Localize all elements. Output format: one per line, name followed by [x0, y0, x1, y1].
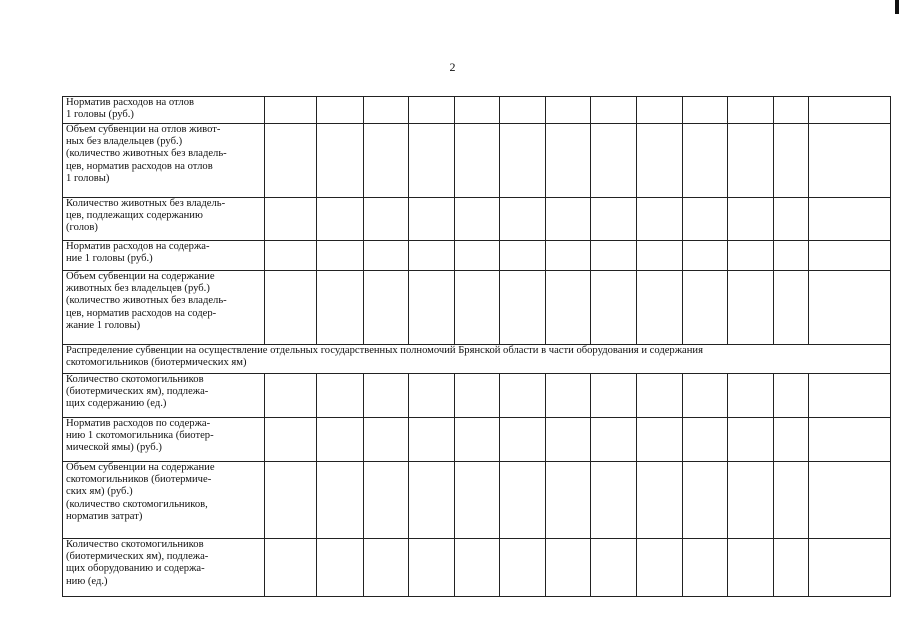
data-cell[interactable] [500, 271, 546, 345]
data-cell[interactable] [809, 124, 891, 198]
data-cell[interactable] [546, 418, 591, 462]
data-cell[interactable] [455, 124, 500, 198]
data-cell[interactable] [809, 462, 891, 539]
row-label-line: цев, подлежащих содержанию [66, 210, 203, 222]
data-cell[interactable] [364, 418, 409, 462]
data-cell[interactable] [265, 124, 317, 198]
row-label-line: 1 головы (руб.) [66, 109, 134, 121]
data-cell[interactable] [637, 271, 683, 345]
row-label-line: Норматив расходов по содержа- [66, 418, 211, 429]
data-cell[interactable] [265, 539, 317, 597]
row-label-line: цев, норматив расходов на отлов [66, 160, 213, 172]
section-header-row [63, 345, 891, 374]
row-label-line: цев, норматив расходов на содер- [66, 307, 217, 319]
data-cell[interactable] [455, 97, 500, 124]
data-cell[interactable] [774, 539, 809, 597]
data-cell[interactable] [500, 241, 546, 271]
data-cell[interactable] [774, 241, 809, 271]
row-label-line: Объем субвенции на содержание [66, 462, 215, 473]
table-row [63, 271, 891, 345]
row-label-line: жание 1 головы) [66, 319, 141, 331]
data-cell[interactable] [364, 241, 409, 271]
row-label-line: Количество животных без владель- [66, 198, 226, 209]
row-label-line: (количество животных без владель- [66, 295, 227, 307]
row-label [63, 374, 265, 418]
data-cell[interactable] [637, 198, 683, 241]
row-label-line: (голов) [66, 222, 98, 234]
data-cell[interactable] [455, 462, 500, 539]
data-cell[interactable] [455, 198, 500, 241]
data-cell[interactable] [409, 271, 455, 345]
data-cell[interactable] [728, 418, 774, 462]
data-cell[interactable] [317, 241, 364, 271]
data-cell[interactable] [774, 124, 809, 198]
row-label-line: нию (ед.) [66, 575, 108, 587]
data-cell[interactable] [500, 539, 546, 597]
data-cell[interactable] [637, 418, 683, 462]
data-cell[interactable] [591, 462, 637, 539]
data-cell[interactable] [546, 374, 591, 418]
data-cell[interactable] [409, 97, 455, 124]
row-label-line: Норматив расходов на отлов [66, 97, 195, 108]
section-header-line: скотомогильников (биотермических ям) [66, 357, 247, 369]
row-label [63, 539, 265, 597]
data-cell[interactable] [364, 374, 409, 418]
row-label-line: 1 головы) [66, 172, 110, 184]
data-cell[interactable] [809, 539, 891, 597]
row-label-line: мической ямы) (руб.) [66, 442, 162, 454]
data-cell[interactable] [409, 462, 455, 539]
data-cell[interactable] [265, 374, 317, 418]
row-label-line: ных без владельцев (руб.) [66, 136, 183, 148]
row-label-line: (количество животных без владель- [66, 148, 227, 160]
row-label-line: Объем субвенции на отлов живот- [66, 124, 221, 135]
data-cell[interactable] [546, 97, 591, 124]
data-cell[interactable] [591, 418, 637, 462]
table-row [63, 198, 891, 241]
data-cell[interactable] [500, 97, 546, 124]
data-cell[interactable] [317, 418, 364, 462]
data-cell[interactable] [728, 539, 774, 597]
data-cell[interactable] [546, 539, 591, 597]
table-row [63, 97, 891, 124]
data-cell[interactable] [774, 198, 809, 241]
data-cell[interactable] [683, 198, 728, 241]
data-cell[interactable] [774, 462, 809, 539]
data-cell[interactable] [591, 374, 637, 418]
data-cell[interactable] [637, 241, 683, 271]
data-cell[interactable] [809, 198, 891, 241]
data-cell[interactable] [364, 124, 409, 198]
data-cell[interactable] [728, 374, 774, 418]
data-cell[interactable] [265, 97, 317, 124]
data-cell[interactable] [546, 241, 591, 271]
row-label-line: (биотермических ям), подлежа- [66, 551, 209, 563]
data-cell[interactable] [591, 241, 637, 271]
row-label [63, 198, 265, 241]
data-cell[interactable] [317, 374, 364, 418]
row-label-line: ских ям) (руб.) [66, 486, 133, 498]
data-cell[interactable] [317, 539, 364, 597]
table-row [63, 462, 891, 539]
data-cell[interactable] [317, 97, 364, 124]
row-label [63, 124, 265, 198]
data-cell[interactable] [728, 241, 774, 271]
data-cell[interactable] [364, 271, 409, 345]
data-cell[interactable] [455, 374, 500, 418]
data-cell[interactable] [683, 374, 728, 418]
data-cell[interactable] [546, 271, 591, 345]
scan-corner-mark [895, 0, 899, 14]
data-cell[interactable] [774, 97, 809, 124]
data-cell[interactable] [809, 271, 891, 345]
section-header-line: Распределение субвенции на осуществление отдельных государственных полномочий Брянской области в части оборудования и содержания [66, 345, 703, 356]
data-cell[interactable] [364, 97, 409, 124]
table-row [63, 539, 891, 597]
data-cell[interactable] [637, 124, 683, 198]
data-cell[interactable] [728, 271, 774, 345]
row-label-line: Количество скотомогильников [66, 539, 204, 550]
data-cell[interactable] [637, 462, 683, 539]
table-row [63, 241, 891, 271]
data-cell[interactable] [637, 374, 683, 418]
data-cell[interactable] [265, 198, 317, 241]
row-label [63, 418, 265, 462]
data-cell[interactable] [265, 418, 317, 462]
table-row [63, 374, 891, 418]
data-cell[interactable] [265, 462, 317, 539]
subvention-table [62, 96, 891, 597]
data-cell[interactable] [317, 462, 364, 539]
data-cell[interactable] [683, 418, 728, 462]
row-label [63, 462, 265, 539]
table-row [63, 124, 891, 198]
data-cell[interactable] [409, 539, 455, 597]
data-cell[interactable] [546, 198, 591, 241]
table-row [63, 418, 891, 462]
data-cell[interactable] [774, 374, 809, 418]
row-label-line: (биотермических ям), подлежа- [66, 386, 209, 398]
row-label-line: Количество скотомогильников [66, 374, 204, 385]
data-cell[interactable] [500, 198, 546, 241]
data-cell[interactable] [364, 198, 409, 241]
data-cell[interactable] [500, 124, 546, 198]
data-cell[interactable] [683, 97, 728, 124]
data-cell[interactable] [683, 241, 728, 271]
data-cell[interactable] [265, 241, 317, 271]
data-cell[interactable] [683, 462, 728, 539]
data-cell[interactable] [500, 374, 546, 418]
data-cell[interactable] [409, 124, 455, 198]
data-cell[interactable] [728, 97, 774, 124]
data-cell[interactable] [728, 124, 774, 198]
data-cell[interactable] [317, 124, 364, 198]
row-label-line: животных без владельцев (руб.) [66, 283, 210, 295]
data-cell[interactable] [683, 271, 728, 345]
row-label-line: нию 1 скотомогильника (биотер- [66, 430, 214, 442]
data-cell[interactable] [364, 539, 409, 597]
data-cell[interactable] [774, 418, 809, 462]
data-cell[interactable] [809, 241, 891, 271]
data-cell[interactable] [591, 124, 637, 198]
row-label-line: ние 1 головы (руб.) [66, 253, 153, 265]
row-label-line: (количество скотомогильников, [66, 498, 208, 510]
page-number: 2 [449, 60, 456, 74]
row-label-line: скотомогильников (биотермиче- [66, 474, 212, 486]
data-cell[interactable] [809, 418, 891, 462]
data-cell[interactable] [409, 198, 455, 241]
data-cell[interactable] [728, 198, 774, 241]
row-label [63, 241, 265, 271]
data-cell[interactable] [500, 462, 546, 539]
data-cell[interactable] [364, 462, 409, 539]
row-label-line: щих содержанию (ед.) [66, 398, 167, 410]
section-header [63, 345, 891, 374]
data-cell[interactable] [455, 418, 500, 462]
row-label-line: норматив затрат) [66, 510, 143, 522]
data-cell[interactable] [500, 418, 546, 462]
row-label-line: щих оборудованию и содержа- [66, 563, 205, 575]
data-cell[interactable] [774, 271, 809, 345]
data-cell[interactable] [546, 124, 591, 198]
row-label [63, 271, 265, 345]
data-cell[interactable] [809, 97, 891, 124]
data-cell[interactable] [683, 124, 728, 198]
data-cell[interactable] [809, 374, 891, 418]
row-label-line: Объем субвенции на содержание [66, 271, 215, 282]
data-cell[interactable] [591, 539, 637, 597]
row-label-line: Норматив расходов на содержа- [66, 241, 210, 252]
data-cell[interactable] [455, 271, 500, 345]
row-label [63, 97, 265, 124]
data-cell[interactable] [546, 462, 591, 539]
data-cell[interactable] [728, 462, 774, 539]
data-cell[interactable] [317, 198, 364, 241]
data-cell[interactable] [455, 539, 500, 597]
data-cell[interactable] [637, 97, 683, 124]
data-cell[interactable] [409, 374, 455, 418]
data-cell[interactable] [409, 418, 455, 462]
data-cell[interactable] [591, 271, 637, 345]
data-cell[interactable] [265, 271, 317, 345]
data-cell[interactable] [637, 539, 683, 597]
data-cell[interactable] [409, 241, 455, 271]
data-cell[interactable] [317, 271, 364, 345]
data-cell[interactable] [591, 198, 637, 241]
data-cell[interactable] [683, 539, 728, 597]
data-cell[interactable] [455, 241, 500, 271]
data-cell[interactable] [591, 97, 637, 124]
